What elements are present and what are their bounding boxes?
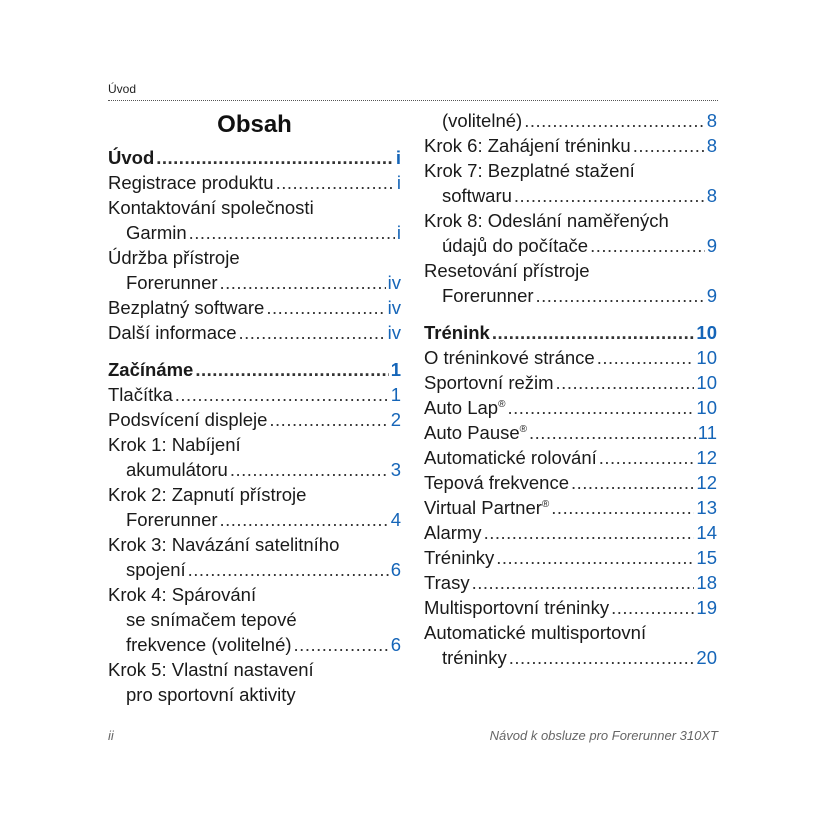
toc-page-number: i xyxy=(396,172,401,193)
toc-entry[interactable] xyxy=(424,420,717,445)
toc-entry-text: Trénink xyxy=(424,322,490,343)
toc-entry[interactable] xyxy=(108,482,401,532)
toc-page-number: 3 xyxy=(390,459,401,480)
toc-page-number: 8 xyxy=(706,110,717,131)
toc-entry[interactable] xyxy=(108,382,401,407)
toc-page-number: 10 xyxy=(696,322,717,343)
toc-entry-text: Forerunner xyxy=(126,509,218,530)
toc-entry[interactable] xyxy=(424,520,717,545)
leader-dots xyxy=(492,320,695,345)
header-divider xyxy=(108,100,718,101)
toc-right-column xyxy=(424,108,717,670)
toc-entry-text: O tréninkové stránce xyxy=(424,347,595,368)
toc-entry[interactable] xyxy=(108,295,401,320)
toc-page-number: 6 xyxy=(390,559,401,580)
toc-entry-text: Forerunner xyxy=(126,272,218,293)
toc-entry-text: Trasy xyxy=(424,572,470,593)
toc-entry-text: Garmin xyxy=(126,222,187,243)
leader-dots xyxy=(571,470,694,495)
leader-dots xyxy=(599,445,695,470)
toc-entry[interactable] xyxy=(424,545,717,570)
toc-entry[interactable] xyxy=(108,195,401,245)
toc-entry-text: Krok 3: Navázání satelitního xyxy=(108,534,340,555)
toc-entry[interactable] xyxy=(424,370,717,395)
toc-entry[interactable] xyxy=(424,445,717,470)
toc-page-number: 11 xyxy=(697,422,717,443)
leader-dots xyxy=(220,270,386,295)
registered-mark: ® xyxy=(498,398,506,410)
leader-dots xyxy=(230,457,389,482)
leader-dots xyxy=(597,345,695,370)
leader-dots xyxy=(611,595,694,620)
toc-entry[interactable] xyxy=(108,432,401,482)
toc-entry-text: Krok 1: Nabíjení xyxy=(108,434,241,455)
toc-entry-text: akumulátoru xyxy=(126,459,228,480)
leader-dots xyxy=(175,382,389,407)
footer-document-title: Návod k obsluze pro Forerunner 310XT xyxy=(489,728,718,743)
leader-dots xyxy=(266,295,385,320)
toc-entry-text: softwaru xyxy=(442,185,512,206)
toc-entry[interactable] xyxy=(108,320,401,345)
toc-entry-text: Resetování přístroje xyxy=(424,260,590,281)
toc-entry[interactable] xyxy=(108,170,401,195)
toc-page-number: 9 xyxy=(706,285,717,306)
toc-entry-text: Virtual Partner xyxy=(424,497,542,518)
toc-entry[interactable] xyxy=(424,133,717,158)
toc-entry-text: (volitelné) xyxy=(442,110,523,131)
leader-dots xyxy=(509,645,695,670)
leader-dots xyxy=(294,632,389,657)
toc-page-number: 1 xyxy=(390,384,401,405)
toc-entry-text: Sportovní režim xyxy=(424,372,554,393)
toc-entry-text: Údržba přístroje xyxy=(108,247,240,268)
leader-dots xyxy=(220,507,389,532)
leader-dots xyxy=(551,495,694,520)
toc-left-column xyxy=(108,108,401,707)
toc-entry-text: údajů do počítače xyxy=(442,235,589,256)
toc-entry[interactable] xyxy=(108,657,401,707)
leader-dots xyxy=(507,395,694,420)
toc-entry-text: frekvence (volitelné) xyxy=(126,634,292,655)
toc-entry-text: Tepová frekvence xyxy=(424,472,570,493)
toc-entry[interactable] xyxy=(108,245,401,295)
toc-entry[interactable] xyxy=(424,595,717,620)
toc-page-number: 19 xyxy=(696,597,717,618)
toc-page-number: 8 xyxy=(706,135,717,156)
toc-entry-text: Registrace produktu xyxy=(108,172,274,193)
toc-entry-text: Krok 8: Odeslání naměřených xyxy=(424,210,669,231)
toc-entry-continued[interactable] xyxy=(424,108,717,133)
toc-page-number: 20 xyxy=(696,647,717,668)
leader-dots xyxy=(633,133,705,158)
toc-page-number: 10 xyxy=(696,372,717,393)
toc-entry-label xyxy=(424,395,505,420)
toc-page-number: i xyxy=(395,147,401,168)
toc-page-number: 12 xyxy=(696,447,717,468)
leader-dots xyxy=(472,570,695,595)
toc-entry-text: Bezplatný software xyxy=(108,297,265,318)
toc-entry-text: Auto Lap xyxy=(424,397,499,418)
toc-entry-text: spojení xyxy=(126,559,186,580)
leader-dots xyxy=(156,145,394,170)
toc-entry[interactable] xyxy=(108,582,401,657)
toc-entry-text: Podsvícení displeje xyxy=(108,409,268,430)
toc-entry[interactable] xyxy=(424,495,717,520)
toc-page-number: 6 xyxy=(390,634,401,655)
leader-dots xyxy=(484,520,695,545)
leader-dots xyxy=(189,220,395,245)
toc-entry-text: Krok 6: Zahájení tréninku xyxy=(424,135,631,156)
toc-entry-text: Krok 5: Vlastní nastavení xyxy=(108,659,314,680)
leader-dots xyxy=(556,370,695,395)
toc-entry-text: Tréninky xyxy=(424,547,495,568)
toc-entry[interactable] xyxy=(424,395,717,420)
toc-page-number: 10 xyxy=(696,397,717,418)
toc-entry-text: Začínáme xyxy=(108,359,194,380)
toc-entry-text: Multisportovní tréninky xyxy=(424,597,610,618)
toc-page-number: 10 xyxy=(696,347,717,368)
toc-entry-label xyxy=(424,420,527,445)
leader-dots xyxy=(590,233,705,258)
toc-entry-text: se snímačem tepové xyxy=(126,609,297,630)
toc-page-number: 1 xyxy=(390,359,401,380)
leader-dots xyxy=(269,407,388,432)
toc-entry[interactable] xyxy=(108,532,401,582)
toc-entry-text: Kontaktování společnosti xyxy=(108,197,314,218)
toc-entry-text: pro sportovní aktivity xyxy=(126,684,296,705)
toc-entry-text: Krok 2: Zapnutí přístroje xyxy=(108,484,307,505)
toc-entry-text: Další informace xyxy=(108,322,237,343)
toc-page-number: i xyxy=(396,222,401,243)
toc-entry-text: Krok 7: Bezplatné stažení xyxy=(424,160,635,181)
toc-entry-label xyxy=(424,495,549,520)
toc-entry-text: Auto Pause xyxy=(424,422,520,443)
leader-dots xyxy=(239,320,386,345)
toc-page-number: iv xyxy=(387,272,401,293)
toc-entry-text: Alarmy xyxy=(424,522,482,543)
toc-entry-text: Tlačítka xyxy=(108,384,173,405)
toc-entry-text: Krok 4: Spárování xyxy=(108,584,257,605)
toc-page-number: iv xyxy=(387,297,401,318)
toc-entry-text: tréninky xyxy=(442,647,507,668)
footer-page-number: ii xyxy=(108,728,114,743)
leader-dots xyxy=(536,283,705,308)
toc-page-number: iv xyxy=(387,322,401,343)
toc-page-number: 4 xyxy=(390,509,401,530)
toc-page-number: 15 xyxy=(696,547,717,568)
toc-page-number: 13 xyxy=(696,497,717,518)
toc-entry[interactable] xyxy=(424,208,717,258)
running-header: Úvod xyxy=(108,82,137,96)
toc-entry[interactable] xyxy=(424,345,717,370)
toc-section-trenink[interactable] xyxy=(424,320,717,345)
leader-dots xyxy=(524,108,705,133)
toc-entry[interactable] xyxy=(424,620,717,670)
toc-page-number: 14 xyxy=(696,522,717,543)
leader-dots xyxy=(188,557,389,582)
toc-entry[interactable] xyxy=(424,158,717,208)
toc-section-zaciname[interactable] xyxy=(108,357,401,382)
leader-dots xyxy=(195,357,388,382)
toc-page-number: 18 xyxy=(696,572,717,593)
toc-entry[interactable] xyxy=(424,570,717,595)
registered-mark: ® xyxy=(519,423,528,435)
toc-entry-text: Automatické rolování xyxy=(424,447,597,468)
toc-section-uvod[interactable] xyxy=(108,145,401,170)
toc-page-number: 2 xyxy=(390,409,401,430)
toc-entry-text: Úvod xyxy=(108,147,155,168)
toc-entry[interactable] xyxy=(424,470,717,495)
page-title: Obsah xyxy=(217,111,292,138)
toc-entry[interactable] xyxy=(108,407,401,432)
toc-page-number: 8 xyxy=(706,185,717,206)
toc-page-number: 12 xyxy=(696,472,717,493)
leader-dots xyxy=(529,420,696,445)
toc-entry-text: Forerunner xyxy=(442,285,534,306)
leader-dots xyxy=(276,170,395,195)
toc-page-number: 9 xyxy=(706,235,717,256)
toc-entry-text: Automatické multisportovní xyxy=(424,622,647,643)
leader-dots xyxy=(514,183,705,208)
toc-entry[interactable] xyxy=(424,258,717,308)
leader-dots xyxy=(496,545,694,570)
registered-mark: ® xyxy=(541,498,550,510)
